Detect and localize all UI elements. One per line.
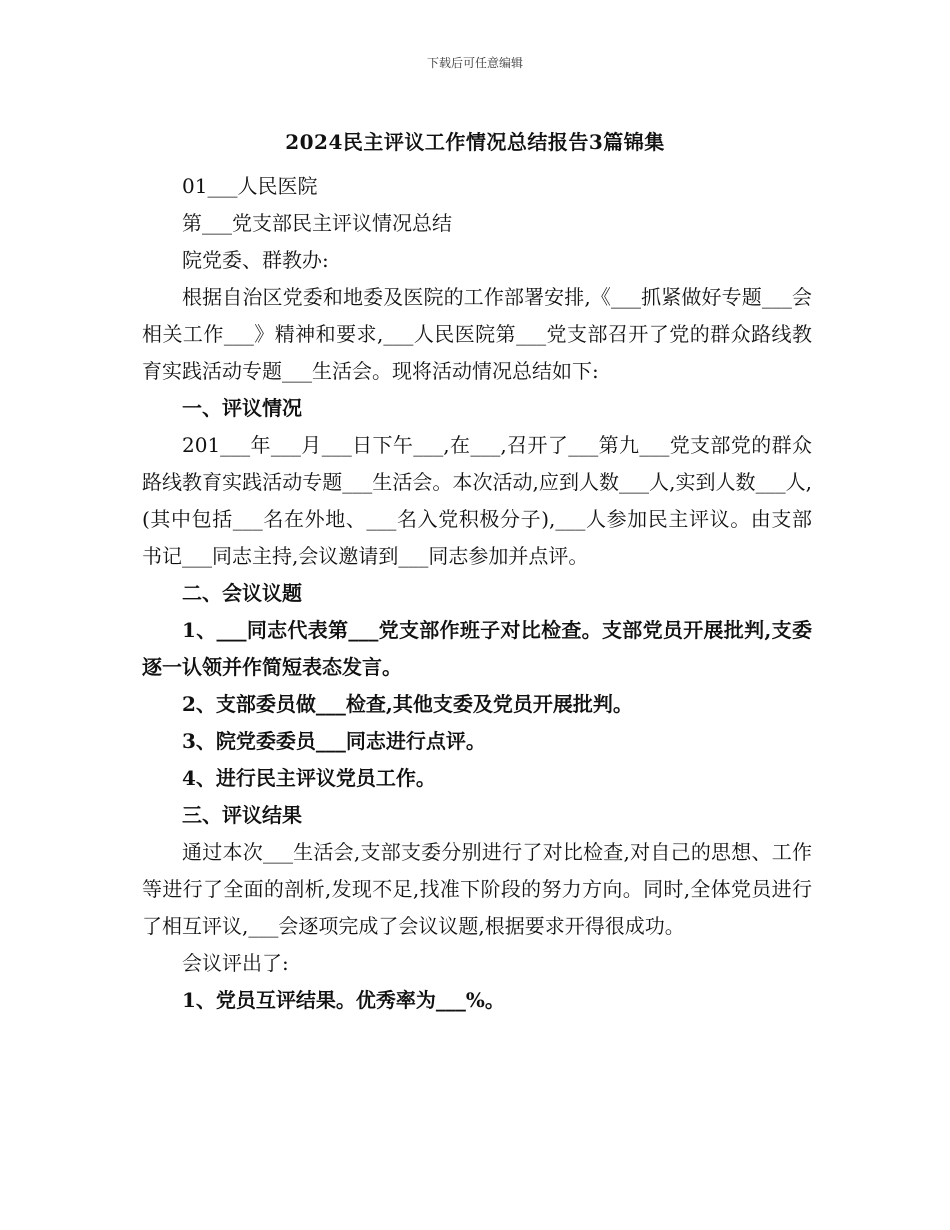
section-heading-1: 一、评议情况 bbox=[182, 396, 302, 420]
agenda-item-1: 1、___同志代表第___党支部作班子对比检查。支部党员开展批判,支委逐一认领并作简短表态发言。 bbox=[142, 618, 812, 679]
paragraph-evaluation: 201___年___月___日下午___,在___,召开了___第九___党支部党的群众路线教育实践活动专题___生活会。本次活动,应到人数___人,实到人数___人,(其中包括___名在外地、___名入党积极分子),___人参加民主评议。由支部书记___同志主持,会议邀请到___同志参加并点评。 bbox=[142, 433, 812, 568]
section-heading-3: 三、评议结果 bbox=[182, 803, 302, 827]
document-body bbox=[142, 168, 812, 1019]
agenda-item-2: 2、支部委员做___检查,其他支委及党员开展批判。 bbox=[182, 692, 633, 716]
paragraph-recipient: 院党委、群教办: bbox=[182, 248, 329, 272]
document-title: 2024民主评议工作情况总结报告3篇锦集 bbox=[285, 130, 665, 154]
paragraph-selected: 会议评出了: bbox=[182, 951, 289, 975]
paragraph-intro: 根据自治区党委和地委及医院的工作部署安排,《___抓紧做好专题___会相关工作___》精神和要求,___人民医院第___党支部召开了党的群众路线教育实践活动专题___生活会。现将活动情况总结如下: bbox=[142, 285, 812, 383]
section-heading-2: 二、会议议题 bbox=[182, 581, 302, 605]
paragraph-hospital: 01___人民医院 bbox=[182, 174, 318, 198]
agenda-item-4: 4、进行民主评议党员工作。 bbox=[182, 766, 436, 790]
agenda-item-3: 3、院党委委员___同志进行点评。 bbox=[182, 729, 486, 753]
page-header: 下载后可任意编辑 bbox=[426, 56, 523, 70]
result-item-1: 1、党员互评结果。优秀率为___%。 bbox=[182, 988, 505, 1012]
paragraph-branch-title: 第___党支部民主评议情况总结 bbox=[182, 211, 452, 235]
paragraph-results: 通过本次___生活会,支部支委分别进行了对比检查,对自己的思想、工作等进行了全面的剖析,发现不足,找准下阶段的努力方向。同时,全体党员进行了相互评议,___会逐项完成了会议议题,根据要求开得很成功。 bbox=[142, 840, 812, 938]
